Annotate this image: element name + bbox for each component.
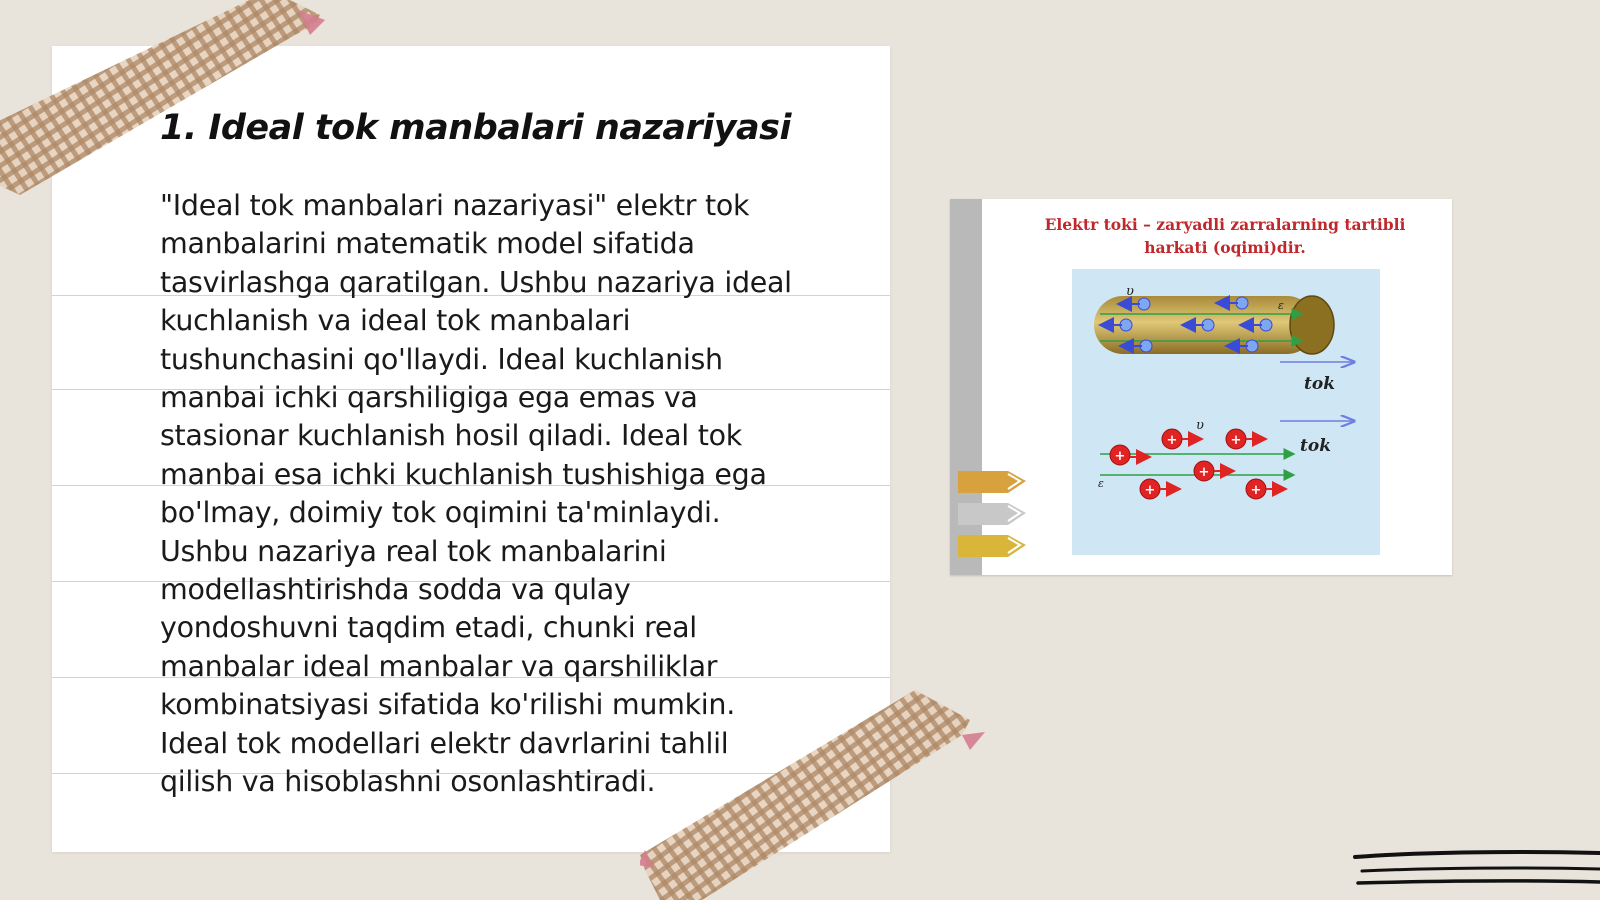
body-line: modellashtirishda sodda va qulay [160,573,631,607]
field-label: ε [1278,299,1284,312]
charge-sign: + [1144,483,1156,498]
conductor-wire [1094,284,1334,354]
body-line: manbai ichki qarshiligiga ega emas va [160,381,698,415]
body-line: manbalar ideal manbalar va qarshiliklar [160,649,718,683]
figure-caption-line: Elektr toki – zaryadli zarralarning tartibli [1044,215,1406,234]
charge-sign: + [1114,449,1126,464]
brush-stroke-lines [1340,840,1600,900]
body-line: Ushbu nazariya real tok manbalarini [160,534,667,568]
charge-sign: + [1166,433,1178,448]
figure-caption [1010,213,1440,259]
body-line: bo'lmay, doimiy tok oqimini ta'minlaydi. [160,496,721,530]
body-line: stasionar kuchlanish hosil qiladi. Ideal tok [160,419,742,453]
current-label: tok [1300,436,1331,456]
current-label: tok [1304,374,1335,394]
body-line: Ideal tok modellari elektr davrlarini tahlil [160,726,729,760]
field-label: ε [1098,477,1104,490]
body-line: "Ideal tok manbalari nazariyasi" elektr tok [160,189,750,222]
figure-caption-line: harkati (oqimi)dir. [1144,238,1306,257]
body-line: kuchlanish va ideal tok manbalari [160,304,631,338]
current-diagram-drawing [1072,269,1380,555]
body-line: manbai esa ichki kuchlanish tushishiga ega [160,457,767,491]
body-line: qilish va hisoblashni osonlashtiradi. [160,765,656,799]
slide-title: 1. Ideal tok manbalari nazariyasi [160,108,791,148]
charge-sign: + [1198,465,1210,480]
washi-tape-top [0,0,340,210]
positive-charges [1098,418,1294,499]
body-line: kombinatsiyasi sifatida ko'rilishi mumkin. [160,688,735,722]
decorative-tabs [958,469,1038,575]
velocity-label: υ [1126,284,1134,299]
washi-tape-bottom [640,690,1000,900]
current-diagram [1072,269,1380,555]
charge-sign: + [1230,433,1242,448]
body-line: tasvirlashga qaratilgan. Ushbu nazariya ideal [160,265,792,299]
body-line: manbalarini matematik model sifatida [160,227,695,261]
velocity-label: υ [1196,418,1204,433]
charge-sign: + [1250,483,1262,498]
electric-current-figure [950,199,1452,575]
body-line: yondoshuvni taqdim etadi, chunki real [160,611,697,645]
body-line: tushunchasini qo'llaydi. Ideal kuchlanish [160,342,723,376]
